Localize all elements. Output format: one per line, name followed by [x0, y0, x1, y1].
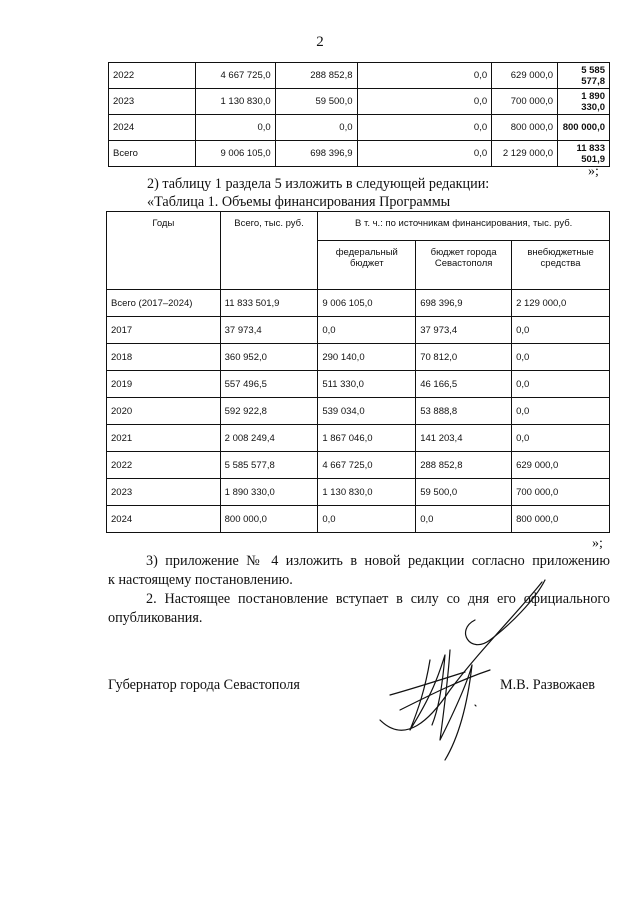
financing-table — [106, 211, 610, 533]
paragraph-3-line-1: 3) приложение № 4 изложить в новой редакции согласно приложению — [146, 553, 610, 569]
table-cell: 5 585 577,8 — [220, 452, 318, 479]
table-row — [107, 479, 610, 506]
table-cell: 800 000,0 — [512, 506, 610, 533]
header-including: В т. ч.: по источникам финансирования, тыс. руб. — [318, 212, 610, 241]
header-total: Всего, тыс. руб. — [220, 212, 318, 290]
table-cell: 2023 — [109, 89, 196, 115]
table-cell: 37 973,4 — [220, 317, 318, 344]
table-cell: 511 330,0 — [318, 371, 416, 398]
table-row — [107, 344, 610, 371]
closing-quote-1: »; — [588, 164, 599, 179]
table-cell: Всего (2017–2024) — [107, 290, 221, 317]
table-cell: 59 500,0 — [275, 89, 357, 115]
paragraph-2: 2) таблицу 1 раздела 5 изложить в следующей редакции: — [147, 176, 490, 192]
header-city-budget: бюджет города Севастополя — [416, 241, 512, 290]
table-cell: 4 667 725,0 — [318, 452, 416, 479]
table-cell: 2019 — [107, 371, 221, 398]
table-cell: 2021 — [107, 425, 221, 452]
table-cell: 2 129 000,0 — [512, 290, 610, 317]
table-cell: 2017 — [107, 317, 221, 344]
table-cell: 141 203,4 — [416, 425, 512, 452]
table-cell: 0,0 — [357, 63, 492, 89]
table-cell: 0,0 — [416, 506, 512, 533]
table-cell: 0,0 — [275, 115, 357, 141]
table-cell: 800 000,0 — [558, 115, 610, 141]
table-cell: 11 833 501,9 — [558, 141, 610, 167]
table-cell: 5 585 577,8 — [558, 63, 610, 89]
table-cell: 0,0 — [512, 425, 610, 452]
table-cell: 2022 — [109, 63, 196, 89]
table-cell: 700 000,0 — [492, 89, 558, 115]
header-federal: федеральный бюджет — [318, 241, 416, 290]
table-cell: 0,0 — [512, 317, 610, 344]
table-cell: 9 006 105,0 — [318, 290, 416, 317]
table-row — [109, 63, 610, 89]
signatory-name: М.В. Развожаев — [500, 677, 595, 693]
table-cell: 1 130 830,0 — [195, 89, 275, 115]
paragraph-4-line-2: опубликования. — [108, 610, 203, 626]
table-cell: 360 952,0 — [220, 344, 318, 371]
table-cell: 698 396,9 — [275, 141, 357, 167]
table-row — [107, 371, 610, 398]
table-cell: 288 852,8 — [275, 63, 357, 89]
table-cell: 0,0 — [195, 115, 275, 141]
handwritten-signature — [370, 570, 560, 770]
table-cell: 592 922,8 — [220, 398, 318, 425]
table-row — [107, 452, 610, 479]
table-cell: 800 000,0 — [492, 115, 558, 141]
table-cell: 698 396,9 — [416, 290, 512, 317]
table-cell: 4 667 725,0 — [195, 63, 275, 89]
paragraph-4-line-1: 2. Настоящее постановление вступает в силу со дня его официального — [146, 591, 610, 607]
paragraph-3-line-2: к настоящему постановлению. — [108, 572, 293, 588]
table-cell: 0,0 — [357, 115, 492, 141]
table-cell: 9 006 105,0 — [195, 141, 275, 167]
table-row — [107, 290, 610, 317]
table-cell: 1 867 046,0 — [318, 425, 416, 452]
table-cell: 53 888,8 — [416, 398, 512, 425]
financing-table-continuation — [108, 62, 610, 167]
table-row — [107, 506, 610, 533]
table-cell: 0,0 — [512, 398, 610, 425]
table-cell: 290 140,0 — [318, 344, 416, 371]
table-cell: 557 496,5 — [220, 371, 318, 398]
table-row — [107, 398, 610, 425]
table-cell: 629 000,0 — [512, 452, 610, 479]
table-cell: 800 000,0 — [220, 506, 318, 533]
table-row — [109, 115, 610, 141]
table-cell: Всего — [109, 141, 196, 167]
table-cell: 0,0 — [318, 506, 416, 533]
table-cell: 2023 — [107, 479, 221, 506]
table-cell: 2024 — [107, 506, 221, 533]
table-cell: 0,0 — [512, 344, 610, 371]
table-cell: 70 812,0 — [416, 344, 512, 371]
table-cell: 2022 — [107, 452, 221, 479]
header-extrabudgetary: внебюджетные средства — [512, 241, 610, 290]
table-cell: 11 833 501,9 — [220, 290, 318, 317]
table-cell: 288 852,8 — [416, 452, 512, 479]
table-cell: 2024 — [109, 115, 196, 141]
table-caption: «Таблица 1. Объемы финансирования Программы — [147, 194, 451, 210]
table-cell: 2 129 000,0 — [492, 141, 558, 167]
table-row — [107, 317, 610, 344]
table-cell: 1 890 330,0 — [220, 479, 318, 506]
table-cell: 37 973,4 — [416, 317, 512, 344]
table-row — [109, 141, 610, 167]
header-years: Годы — [107, 212, 221, 290]
table-cell: 2 008 249,4 — [220, 425, 318, 452]
table-cell: 0,0 — [357, 141, 492, 167]
table-cell: 59 500,0 — [416, 479, 512, 506]
table-cell: 2020 — [107, 398, 221, 425]
table-row — [109, 89, 610, 115]
table-cell: 1 130 830,0 — [318, 479, 416, 506]
table-cell: 46 166,5 — [416, 371, 512, 398]
table-cell: 2018 — [107, 344, 221, 371]
table-row — [107, 425, 610, 452]
page-number: 2 — [316, 34, 324, 50]
table-cell: 0,0 — [512, 371, 610, 398]
table-cell: 0,0 — [357, 89, 492, 115]
table-cell: 0,0 — [318, 317, 416, 344]
table-cell: 629 000,0 — [492, 63, 558, 89]
table-cell: 1 890 330,0 — [558, 89, 610, 115]
signatory-position: Губернатор города Севастополя — [108, 677, 300, 693]
table-cell: 539 034,0 — [318, 398, 416, 425]
table-cell: 700 000,0 — [512, 479, 610, 506]
closing-quote-2: »; — [592, 536, 603, 551]
